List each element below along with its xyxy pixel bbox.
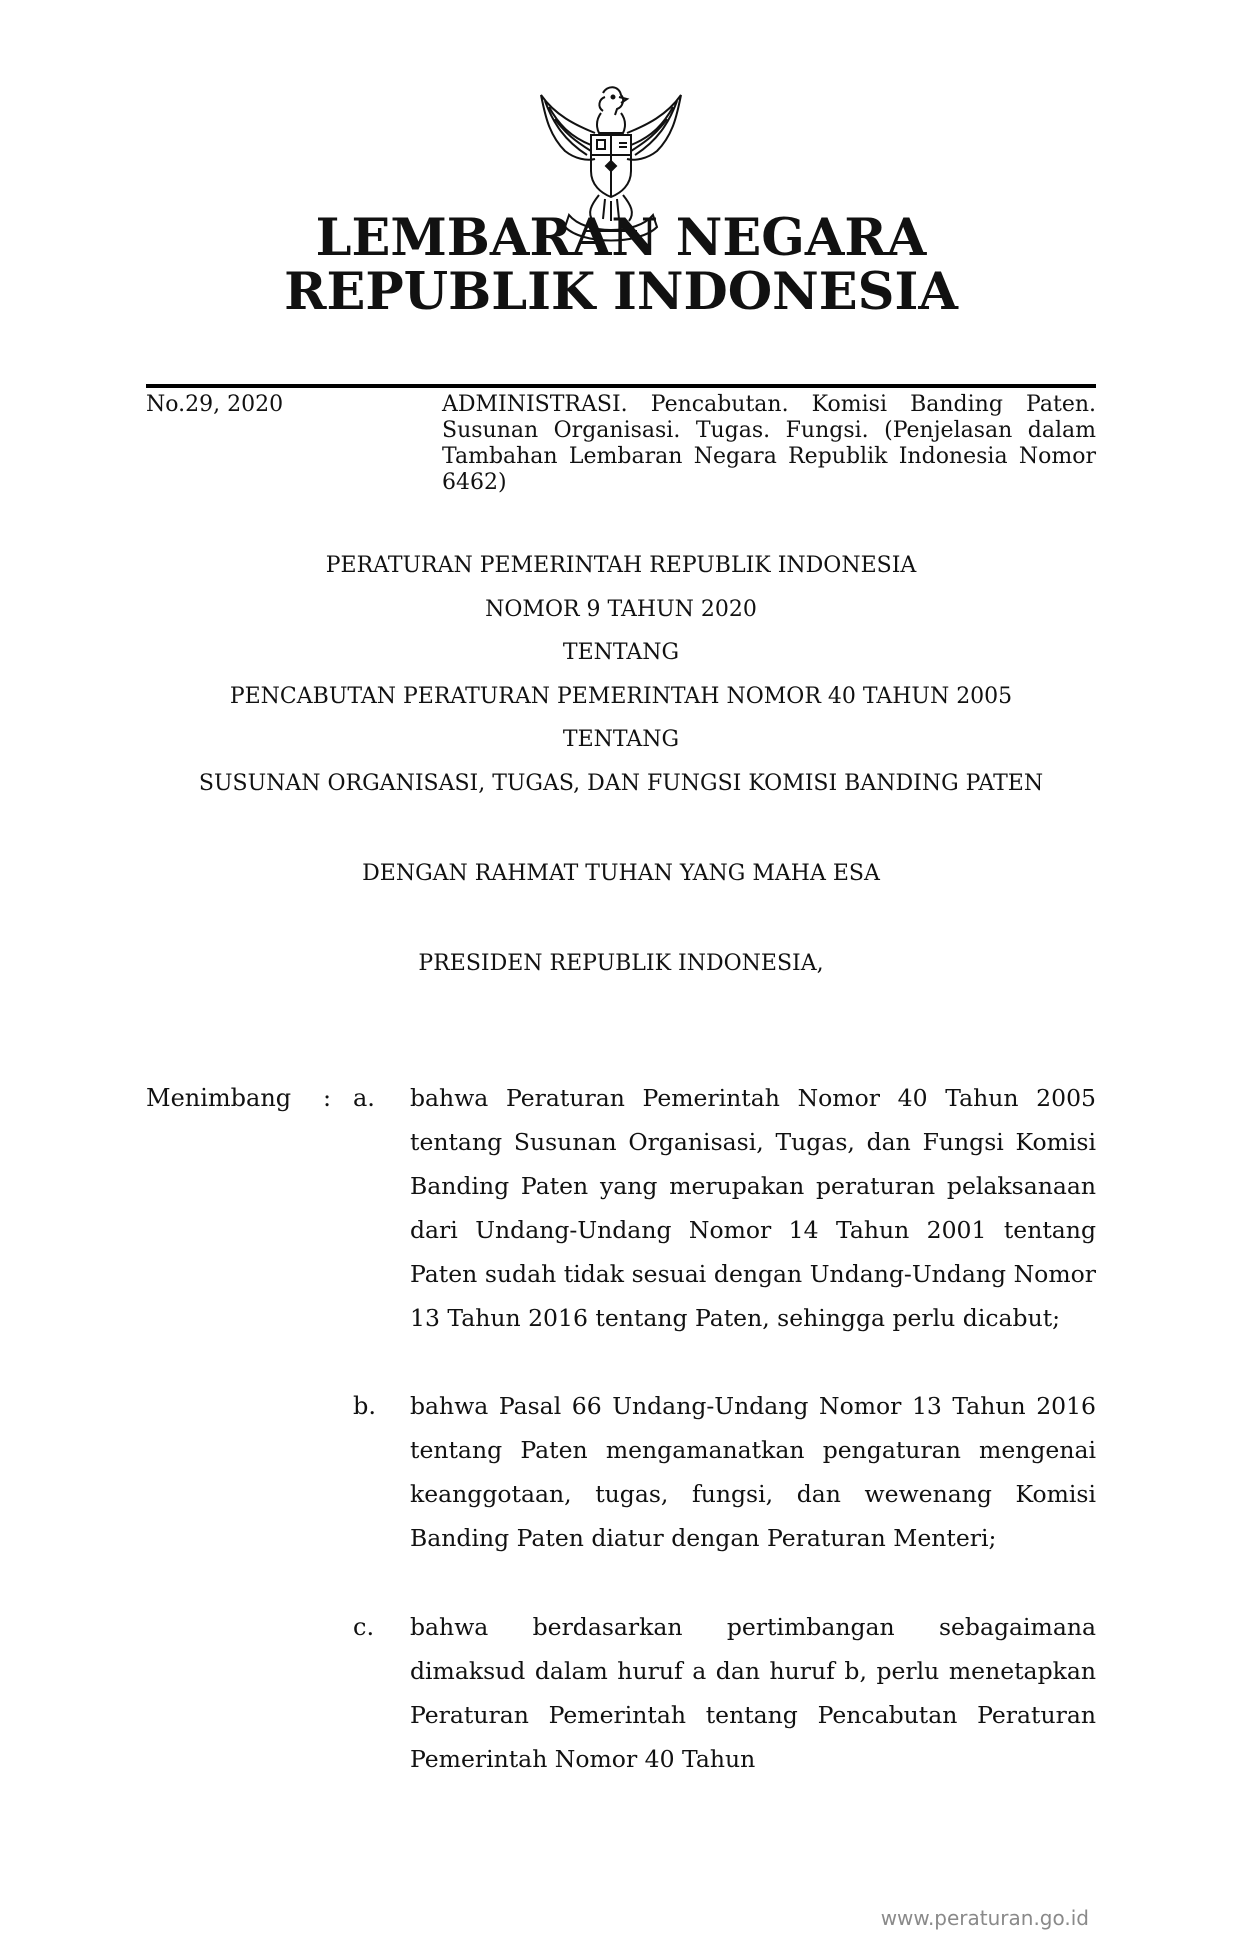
gazette-description: ADMINISTRASI. Pencabutan. Komisi Banding Paten. Susunan Organisasi. Tugas. Fungsi. (Penjelasan dalam Tambahan Lembaran Negara Republik Indonesia Nomor 6462) bbox=[442, 392, 1096, 495]
clause-marker-b: b. bbox=[353, 1392, 376, 1420]
clause-b-text: bahwa Pasal 66 Undang-Undang Nomor 13 Tahun 2016 tentang Paten mengamanatkan pengaturan mengenai keanggotaan, tugas, fungsi, dan wewenang Komisi Banding Paten diatur dengan Peraturan Menteri; bbox=[410, 1392, 1096, 1552]
blessing-line: DENGAN RAHMAT TUHAN YANG MAHA ESA bbox=[362, 861, 880, 886]
about-heading-2: TENTANG bbox=[562, 727, 680, 752]
regulation-subject-1: PENCABUTAN PERATURAN PEMERINTAH NOMOR 40 TAHUN 2005 bbox=[229, 684, 1013, 709]
issuer-line: PRESIDEN REPUBLIK INDONESIA, bbox=[418, 951, 824, 976]
gazette-title-line1: LEMBARAN NEGARA bbox=[315, 208, 927, 268]
regulation-number: NOMOR 9 TAHUN 2020 bbox=[485, 597, 757, 622]
clause-c-text: bahwa berdasarkan pertimbangan sebagaimana dimaksud dalam huruf a dan huruf b, perlu menetapkan Peraturan Pemerintah tentang Pencabutan Peraturan Pemerintah Nomor 40 Tahun bbox=[410, 1613, 1096, 1773]
clause-marker-c: c. bbox=[353, 1613, 375, 1641]
clause-a-text: bahwa Peraturan Pemerintah Nomor 40 Tahun 2005 tentang Susunan Organisasi, Tugas, dan Fungsi Komisi Banding Paten yang merupakan peraturan pelaksanaan dari Undang-Undang Nomor 14 Tahun 2001 tentang Paten sudah tidak sesuai dengan Undang-Undang Nomor 13 Tahun 2016 tentang Paten, sehingga perlu dicabut; bbox=[410, 1084, 1096, 1332]
considering-colon: : bbox=[323, 1084, 332, 1112]
footer-source-url: www.peraturan.go.id bbox=[880, 1906, 1089, 1930]
about-heading-1: TENTANG bbox=[562, 640, 680, 665]
regulation-subject-2: SUSUNAN ORGANISASI, TUGAS, DAN FUNGSI KOMISI BANDING PATEN bbox=[198, 771, 1044, 796]
title-divider bbox=[146, 384, 1096, 388]
gazette-number: No.29, 2020 bbox=[146, 392, 284, 417]
clause-marker-a: a. bbox=[353, 1084, 375, 1112]
regulation-type: PERATURAN PEMERINTAH REPUBLIK INDONESIA bbox=[325, 553, 917, 578]
considering-label: Menimbang bbox=[146, 1084, 292, 1112]
gazette-title-line2: REPUBLIK INDONESIA bbox=[284, 262, 958, 322]
